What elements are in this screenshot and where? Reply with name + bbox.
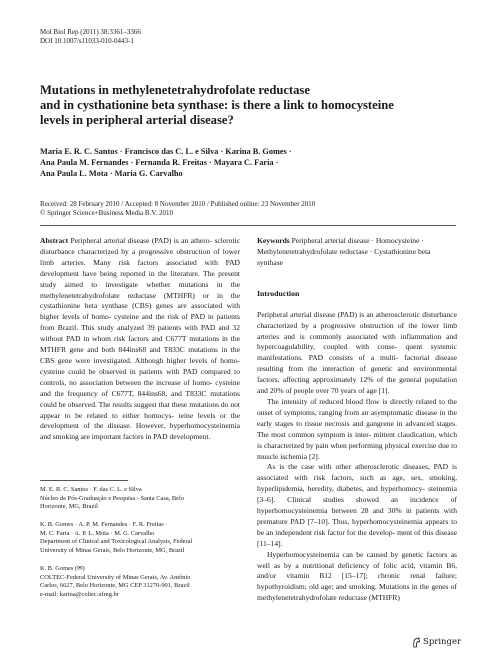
paragraph-line: factorial disease resulting from the interaction of genetic: [257, 353, 457, 374]
affiliation-1: [40, 486, 240, 512]
abstract-line: cysteine and the risk of PAD in patients from Brazil. This: [40, 312, 240, 333]
paragraph-line: the onset of symptoms, ranging from an asymptomatic: [257, 396, 458, 417]
abstract-line: Peripheral arterial disease (PAD) is an athero-: [70, 236, 213, 245]
springer-horse-icon: [412, 637, 421, 648]
title-line: Mutations in methylenetetrahydrofolate reductase: [40, 83, 310, 97]
paragraph-line: steinemia [3–6]. Clinical studies showed an incidence of: [257, 484, 457, 505]
dates-line: Received: 28 February 2010 / Accepted: 8 November 2010 / Published online: 23 November 2010: [40, 200, 316, 208]
paragraph-line: B6, and/or vitamin B12 [15–17]; chronic renal failure;: [257, 560, 458, 581]
intro-paragraph-2: [257, 397, 457, 462]
paragraph-line: hypothyroidism; old age; and smoking. Mutations in the: [257, 582, 430, 592]
publisher-name: Springer: [423, 637, 462, 647]
abstract-line: cysteine could be observed in patients with PAD compared: [40, 366, 231, 376]
author-line: Maria E. R. C. Santos · Francisco das C. L. e Silva · Karina B. Gomes ·: [40, 147, 292, 156]
abstract-line: in PAD development.: [145, 432, 211, 442]
abstract-line: (CBS) genes are associated with higher levels of homo-: [40, 301, 241, 322]
abstract-line: study analyzed 39 patients with PAD and 32 without PAD: [40, 323, 240, 344]
paragraph-line: The intensity of reduced blood flow is directly related to: [267, 396, 446, 406]
paragraph-line: disturbance characterized by a progressive obstruction of: [257, 309, 458, 330]
affiliation-line: Horizonte, MG, Brazil: [40, 503, 98, 511]
paragraph-line: As is the case with other atherosclerotic diseases, PAD: [267, 462, 449, 472]
paragraph-line: Peripheral arterial disease (PAD) is an atherosclerotic: [257, 309, 421, 319]
keywords-line: synthase: [257, 257, 283, 267]
paragraph-line: appears to be an independent risk factor for the develop-: [257, 516, 457, 537]
abstract-line: in whom risk factors and C677T mutations in the MTHFR: [40, 334, 240, 355]
author-list: [40, 146, 460, 179]
abstract-line: mutations could be observed. The results suggest that these: [40, 388, 240, 409]
paragraph-line: the lower limb arteries and is commonly associated with: [257, 320, 457, 341]
section-heading-introduction: Introduction: [257, 288, 300, 298]
affiliation-3: [40, 565, 240, 599]
abstract-line: cysteine and the frequency of C677T, 844ins68, and T833C: [40, 377, 241, 398]
abstract-line: obstruction of lower limb arteries. Many risk factors: [40, 246, 240, 267]
paragraph-line: inflammation and hypercoagulability, coupled with conse-: [257, 331, 458, 352]
affiliation-line: K. B. Gomes · A. P. M. Fernandes · F. R. Freitas ·: [40, 521, 168, 528]
abstract-line: hyperhomocysteinemia and smoking are important factors: [40, 421, 240, 442]
affiliation-divider: [40, 480, 128, 481]
paragraph-line: age [1].: [366, 386, 390, 396]
paragraph-line: mittent claudication, which is characterized by pain when: [257, 429, 457, 450]
paragraph-line: with premature PAD [7–10]. Thus, hyperhomocysteinemia: [257, 506, 457, 526]
publisher-footer: [412, 636, 461, 648]
abstract-line: associated with PAD development have being reported in: [40, 257, 241, 278]
keywords-line: Methylenetetrahydrofolate reductase · Cystathionine beta: [257, 246, 431, 256]
affiliation-2: [40, 521, 240, 555]
intro-paragraph-4: [257, 550, 457, 605]
affiliation-line: K. B. Gomes (✉): [40, 565, 85, 572]
paragraph-line: hyperlipidemia, heredity, diabetes, and hyperhomocy-: [257, 484, 425, 494]
paragraph-line: in advanced stages. The most common symptom is inter-: [257, 418, 457, 439]
paragraph-line: ment of this disease [11–14].: [257, 527, 457, 548]
paragraph-line: hyperhomocysteinemia between 28 and 30% in patients: [257, 506, 440, 516]
abstract-label: Abstract: [40, 236, 69, 245]
title-line: levels in peripheral arterial disease?: [40, 113, 234, 127]
abstract-line: gene and both 844ins68 and T833C mutations in the CBS: [40, 345, 240, 365]
affiliation-line: M. E. R. C. Santos · F. das C. L. e Silva: [40, 486, 142, 493]
affiliation-line: Department of Clinical and Toxicological Analysis, Federal: [40, 538, 193, 546]
paragraph-line: performing physical exercise due to muscle ischemia [2].: [257, 440, 457, 461]
publication-history: [40, 200, 460, 218]
paragraph-line: as well as by a nutritional deficiency of folic acid, vitamin: [257, 549, 457, 570]
abstract-line: the literature. The present study aimed to investigate: [40, 268, 240, 289]
keywords-label: Keywords: [257, 236, 290, 245]
author-line: Ana Paula L. Mota · Maria G. Carvalho: [40, 169, 183, 178]
abstract: [40, 236, 240, 443]
intro-paragraph-3: [257, 462, 457, 549]
abstract-line: gene were investigated. Although higher levels of homo-: [57, 355, 240, 365]
affiliation-line: M. C. Faria · A. P. L. Mota · M. G. Carvalho: [40, 529, 155, 537]
abstract-line: whether mutations in the methylenetetrahydrofolate: [40, 279, 240, 300]
keywords-line: Peripheral arterial disease · Homocysteine ·: [291, 236, 424, 245]
paragraph-line: disease in the early stages to tissue necrosis and gangrene: [257, 407, 457, 428]
author-line: Ana Paula M. Fernandes · Fernanda R. Freitas · Mayara C. Faria ·: [40, 158, 279, 167]
paragraph-line: quent systemic manifestations. PAD consists of a multi-: [257, 342, 457, 363]
abstract-line: mutations do not appear to be related to either homocys-: [40, 399, 241, 420]
article-title: [40, 83, 460, 128]
intro-paragraph-1: [257, 310, 457, 397]
title-line: and in cysthationine beta synthase: is there a link to homocysteine: [40, 98, 394, 112]
paragraph-line: genes of methylenetetrahydrofolate reductase (MTHFR): [257, 582, 457, 603]
paragraph-line: and environmental factors, affecting approximately 12% of: [257, 364, 457, 385]
affiliation-line: University of Minas Gerais, Belo Horizonte, MG, Brazil: [40, 546, 185, 554]
right-column: [257, 236, 457, 604]
keywords: [257, 236, 457, 269]
abstract-line: sclerotic disturbance characterized by a progressive: [40, 236, 241, 256]
abstract-line: teine levels or the development of the disease. However,: [40, 410, 241, 431]
journal-header: [40, 28, 141, 46]
email-line: e-mail: karina@coltec.ufmg.br: [40, 590, 119, 598]
paragraph-line: is associated with risk factors, such as age, sex, smoking,: [257, 462, 457, 483]
doi: DOI 10.1007/s11033-010-0443-1: [40, 37, 134, 45]
paragraph-line: the general population and 20% of people over 70 years of: [257, 375, 458, 396]
copyright-line: © Springer Science+Business Media B.V. 2010: [40, 209, 173, 217]
affiliation-line: Carlos, 6627, Belo Horizonte, MG CEP 31270-901, Brazil: [40, 582, 190, 590]
affiliation-line: Núcleo de Pós-Graduação e Pesquisa - Santa Casa, Belo: [40, 494, 184, 502]
paragraph-line: Hyperhomocysteinemia can be caused by genetic factors: [267, 549, 448, 559]
journal-citation: Mol Biol Rep (2011) 38:3361–3366: [40, 28, 141, 36]
abstract-line: to controls, no association between the increase of homo-: [40, 366, 240, 387]
affiliation-line: COLTEC-Federal University of Minas Gerais, Av. Antônio: [40, 573, 191, 581]
left-column: [40, 236, 240, 443]
header-divider: [40, 225, 456, 226]
abstract-line: reductase (MTHFR) or in the cystathionine beta synthase: [40, 290, 240, 311]
